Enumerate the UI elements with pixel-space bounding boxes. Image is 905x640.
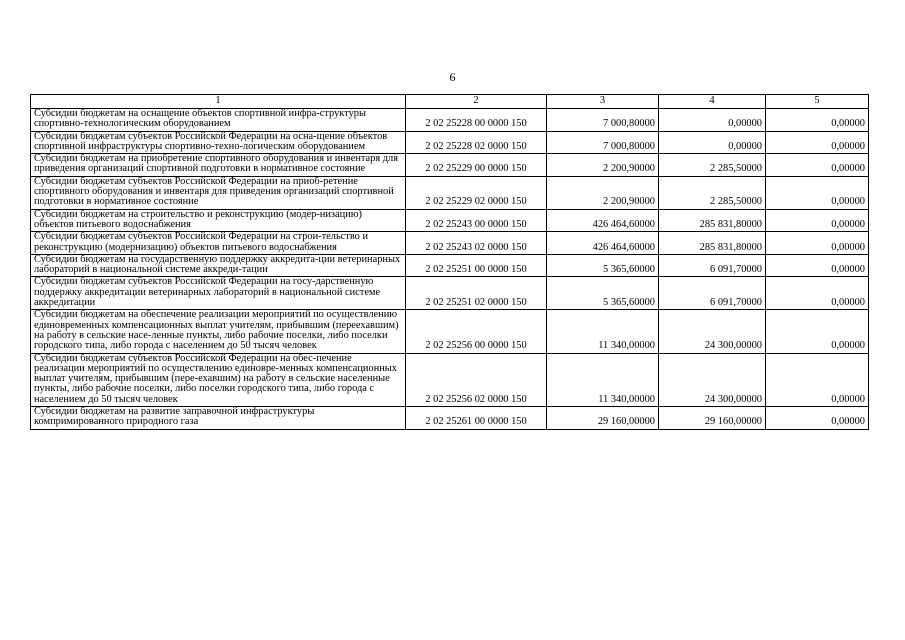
code-cell: 2 02 25229 00 0000 150 [406,154,547,177]
header-col-2: 2 [406,95,547,109]
amount-col-3: 426 464,60000 [547,209,659,232]
amount-col-5: 0,00000 [766,254,869,277]
amount-col-3: 5 365,60000 [547,277,659,310]
header-col-3: 3 [547,95,659,109]
code-cell: 2 02 25251 00 0000 150 [406,254,547,277]
table-row [31,407,869,430]
amount-col-4: 285 831,80000 [659,209,766,232]
description-cell: Субсидии бюджетам на развитие заправочной инфраструктуры компримированного природного газа [31,407,406,430]
description-cell: Субсидии бюджетам субъектов Российской Федерации на обес-печение реализации мероприятий по осуществлению единовре-менных компенсационных выплат учителям, прибывшим (пере-ехавшим) на работу в сельские населенные пункты, либо рабочие поселки, либо поселки городского типа, либо города с населением до 50 тысяч человек [31,353,406,406]
table-row [31,154,869,177]
header-col-4: 4 [659,95,766,109]
amount-col-4: 6 091,70000 [659,277,766,310]
code-cell: 2 02 25261 00 0000 150 [406,407,547,430]
amount-col-4: 24 300,00000 [659,310,766,353]
table-row [31,209,869,232]
amount-col-5: 0,00000 [766,109,869,132]
table-row [31,254,869,277]
description-cell: Субсидии бюджетам на строительство и реконструкцию (модер-низацию) объектов питьевого водоснабжения [31,209,406,232]
amount-col-5: 0,00000 [766,353,869,406]
amount-col-4: 285 831,80000 [659,232,766,255]
amount-col-4: 0,00000 [659,109,766,132]
description-cell: Субсидии бюджетам на оснащение объектов спортивной инфра-структуры спортивно-технологическим оборудованием [31,109,406,132]
code-cell: 2 02 25229 02 0000 150 [406,176,547,209]
amount-col-4: 2 285,50000 [659,176,766,209]
amount-col-3: 7 000,80000 [547,131,659,154]
page-number: 6 [449,70,456,84]
table-row [31,277,869,310]
amount-col-5: 0,00000 [766,131,869,154]
table-row [31,353,869,406]
code-cell: 2 02 25256 00 0000 150 [406,310,547,353]
amount-col-5: 0,00000 [766,176,869,209]
amount-col-3: 11 340,00000 [547,310,659,353]
amount-col-3: 5 365,60000 [547,254,659,277]
description-cell: Субсидии бюджетам на приобретение спортивного оборудования и инвентаря для приведения организаций спортивной подготовки в нормативное состояние [31,154,406,177]
amount-col-3: 7 000,80000 [547,109,659,132]
amount-col-3: 426 464,60000 [547,232,659,255]
amount-col-4: 24 300,00000 [659,353,766,406]
code-cell: 2 02 25243 00 0000 150 [406,209,547,232]
description-cell: Субсидии бюджетам субъектов Российской Федерации на строи-тельство и реконструкцию (модернизацию) объектов питьевого водоснабжения [31,232,406,255]
amount-col-4: 6 091,70000 [659,254,766,277]
description-cell: Субсидии бюджетам на государственную поддержку аккредита-ции ветеринарных лабораторий в национальной системе аккреди-тации [31,254,406,277]
amount-col-4: 0,00000 [659,131,766,154]
amount-col-5: 0,00000 [766,209,869,232]
amount-col-5: 0,00000 [766,277,869,310]
code-cell: 2 02 25228 00 0000 150 [406,109,547,132]
amount-col-5: 0,00000 [766,232,869,255]
table-row [31,310,869,353]
amount-col-3: 11 340,00000 [547,353,659,406]
description-cell: Субсидии бюджетам на обеспечение реализации мероприятий по осуществлению единовременных компенсационных выплат учителям, прибывшим (переехавшим) на работу в сельские насе-ленные пункты, либо рабочие поселки, либо поселки городского типа, либо города с населением до 50 тысяч человек [31,310,406,353]
header-col-5: 5 [766,95,869,109]
amount-col-3: 2 200,90000 [547,154,659,177]
table-row [31,176,869,209]
amount-col-3: 29 160,00000 [547,407,659,430]
header-row [31,95,869,109]
code-cell: 2 02 25243 02 0000 150 [406,232,547,255]
table-row [31,232,869,255]
code-cell: 2 02 25251 02 0000 150 [406,277,547,310]
budget-table [30,94,869,430]
table-row [31,131,869,154]
amount-col-5: 0,00000 [766,310,869,353]
amount-col-4: 29 160,00000 [659,407,766,430]
amount-col-5: 0,00000 [766,407,869,430]
description-cell: Субсидии бюджетам субъектов Российской Федерации на приоб-ретение спортивного оборудования и инвентаря для приведения организаций спортивной подготовки в нормативное состояние [31,176,406,209]
description-cell: Субсидии бюджетам субъектов Российской Федерации на госу-дарственную поддержку аккредитации ветеринарных лабораторий в национальной системе аккредитации [31,277,406,310]
amount-col-4: 2 285,50000 [659,154,766,177]
description-cell: Субсидии бюджетам субъектов Российской Федерации на осна-щение объектов спортивной инфраструктуры спортивно-техно-логическим оборудованием [31,131,406,154]
header-col-1: 1 [31,95,406,109]
amount-col-3: 2 200,90000 [547,176,659,209]
table-row [31,109,869,132]
code-cell: 2 02 25256 02 0000 150 [406,353,547,406]
code-cell: 2 02 25228 02 0000 150 [406,131,547,154]
amount-col-5: 0,00000 [766,154,869,177]
